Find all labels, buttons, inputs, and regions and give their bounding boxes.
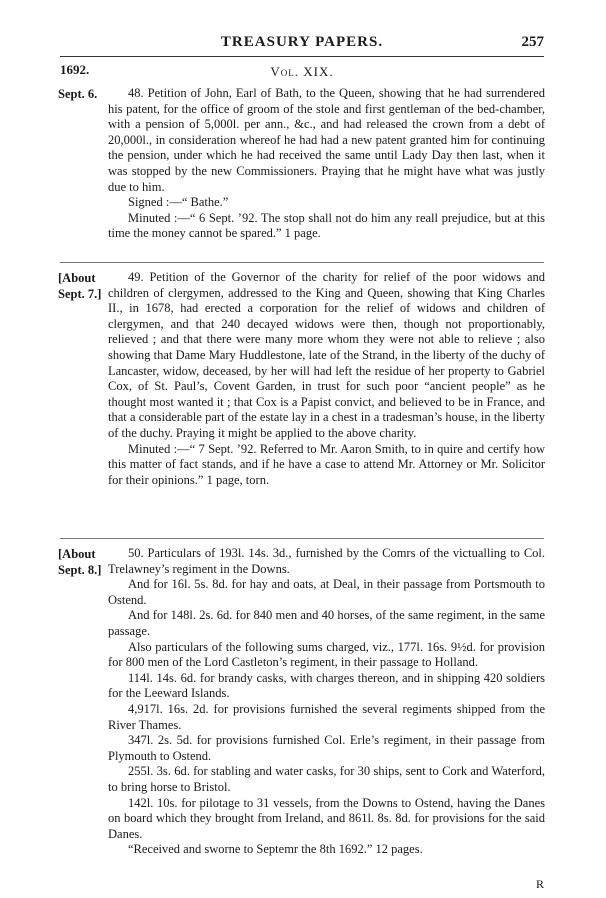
margin-date: [About Sept. 8.] (58, 547, 102, 577)
separator-line (60, 262, 544, 263)
entry-signed: Signed :—“ Bathe.” (128, 195, 229, 210)
year-label: 1692. (60, 62, 90, 77)
entry-paragraph: 49. Petition of the Governor of the charity for relief of the poor widows and children of clergymen, addressed to the King and Queen, showing that King Charles II., in 1678, had erected a corporation for the relief of widows and children of clergymen, and that 240 decayed widows were then, though not proportionably, relieved ; and that there were many more whom they were not able to relieve ; also showing that Dame Mary Huddlestone, late of the Strand, in the liberty of the duchy of Lancaster, widow, deceased, by her will had left the residue of her property to Gabriel Cox, of St. Paul’s, Covent Garden, in trust for such poor “ancient people” as he thought most wanted it ; that Cox is a Papist convict, and believed to be in France, and that a considerable part of the estate lay in a chest in a tradesman’s house, in the liberty of the duchy. Praying it might be applied to the above charity. (108, 270, 545, 440)
entry-minuted: Minuted :—“ 6 Sept. ’92. The stop shall not do him any reall prejudice, but at this time the money cannot be spared.” 1 page. (108, 210, 545, 241)
entry-body (108, 546, 545, 858)
page-header (60, 34, 544, 57)
margin-date: [About Sept. 7.] (58, 271, 102, 301)
running-title: TREASURY PAPERS. (220, 34, 384, 50)
volume-label: Vol. XIX. (270, 64, 334, 79)
margin-date: Sept. 6. (58, 87, 98, 101)
entry-paragraph: 142l. 10s. for pilotage to 31 vessels, from the Downs to Ostend, having the Danes on board which they brought from Ireland, and 861l. 8s. 8d. for provisions for the said Danes. (108, 795, 545, 841)
entry-received: “Received and sworne to Septemr the 8th 1692.” 12 pages. (128, 842, 423, 857)
entry-minuted: Minuted :—“ 7 Sept. ’92. Referred to Mr. Aaron Smith, to in quire and certify how this matter of fact stands, and if he have a case to attend Mr. Attorney or Mr. Solicitor for their opinions.” 1 page, torn. (108, 441, 545, 487)
entry-paragraph: 347l. 2s. 5d. for provisions furnished Col. Erle’s regiment, in their passage from Plymouth to Ostend. (108, 733, 545, 763)
entry-paragraph: And for 148l. 2s. 6d. for 840 men and 40 horses, of the same regiment, in the same passage. (108, 608, 545, 638)
entry-body (108, 270, 545, 488)
page-number: 257 (521, 34, 544, 50)
entry-paragraph: 50. Particulars of 193l. 14s. 3d., furnished by the Comrs of the victualling to Col. Trelawney’s regiment in the Downs. (108, 546, 545, 576)
entry-paragraph: 255l. 3s. 6d. for stabling and water casks, for 30 ships, sent to Cork and Waterford, to bring horse to Bristol. (108, 764, 545, 794)
signature-mark: R (535, 877, 544, 891)
separator-line (60, 538, 544, 539)
entry-paragraph: 4,917l. 16s. 2d. for provisions furnished the several regiments shipped from the River Thames. (108, 701, 545, 732)
entry-paragraph: 114l. 14s. 6d. for brandy casks, with charges thereon, and in shipping 420 soldiers for the Leeward Islands. (108, 670, 545, 701)
entry-body (108, 86, 545, 242)
entry-paragraph: And for 16l. 5s. 8d. for hay and oats, at Deal, in their passage from Portsmouth to Ostend. (108, 577, 545, 607)
entry-paragraph: 48. Petition of John, Earl of Bath, to the Queen, showing that he had surrendered his patent, for the office of groom of the stole and first gentleman of the bed-chamber, with a pension of 5,000l. per ann., &c., and had released the crown from a debt of 20,000l., in consideration whereof he had had a new patent granted him for continuing the pension, under which he had received the same until Lady Day then last, when it was stopped by the new Commissioners. Praying that he might have what was justly due to him. (108, 86, 545, 194)
entry-paragraph: Also particulars of the following sums charged, viz., 177l. 16s. 9½d. for provision for 800 men of the Lord Castleton’s regiment, in their passage to Holland. (108, 639, 545, 670)
